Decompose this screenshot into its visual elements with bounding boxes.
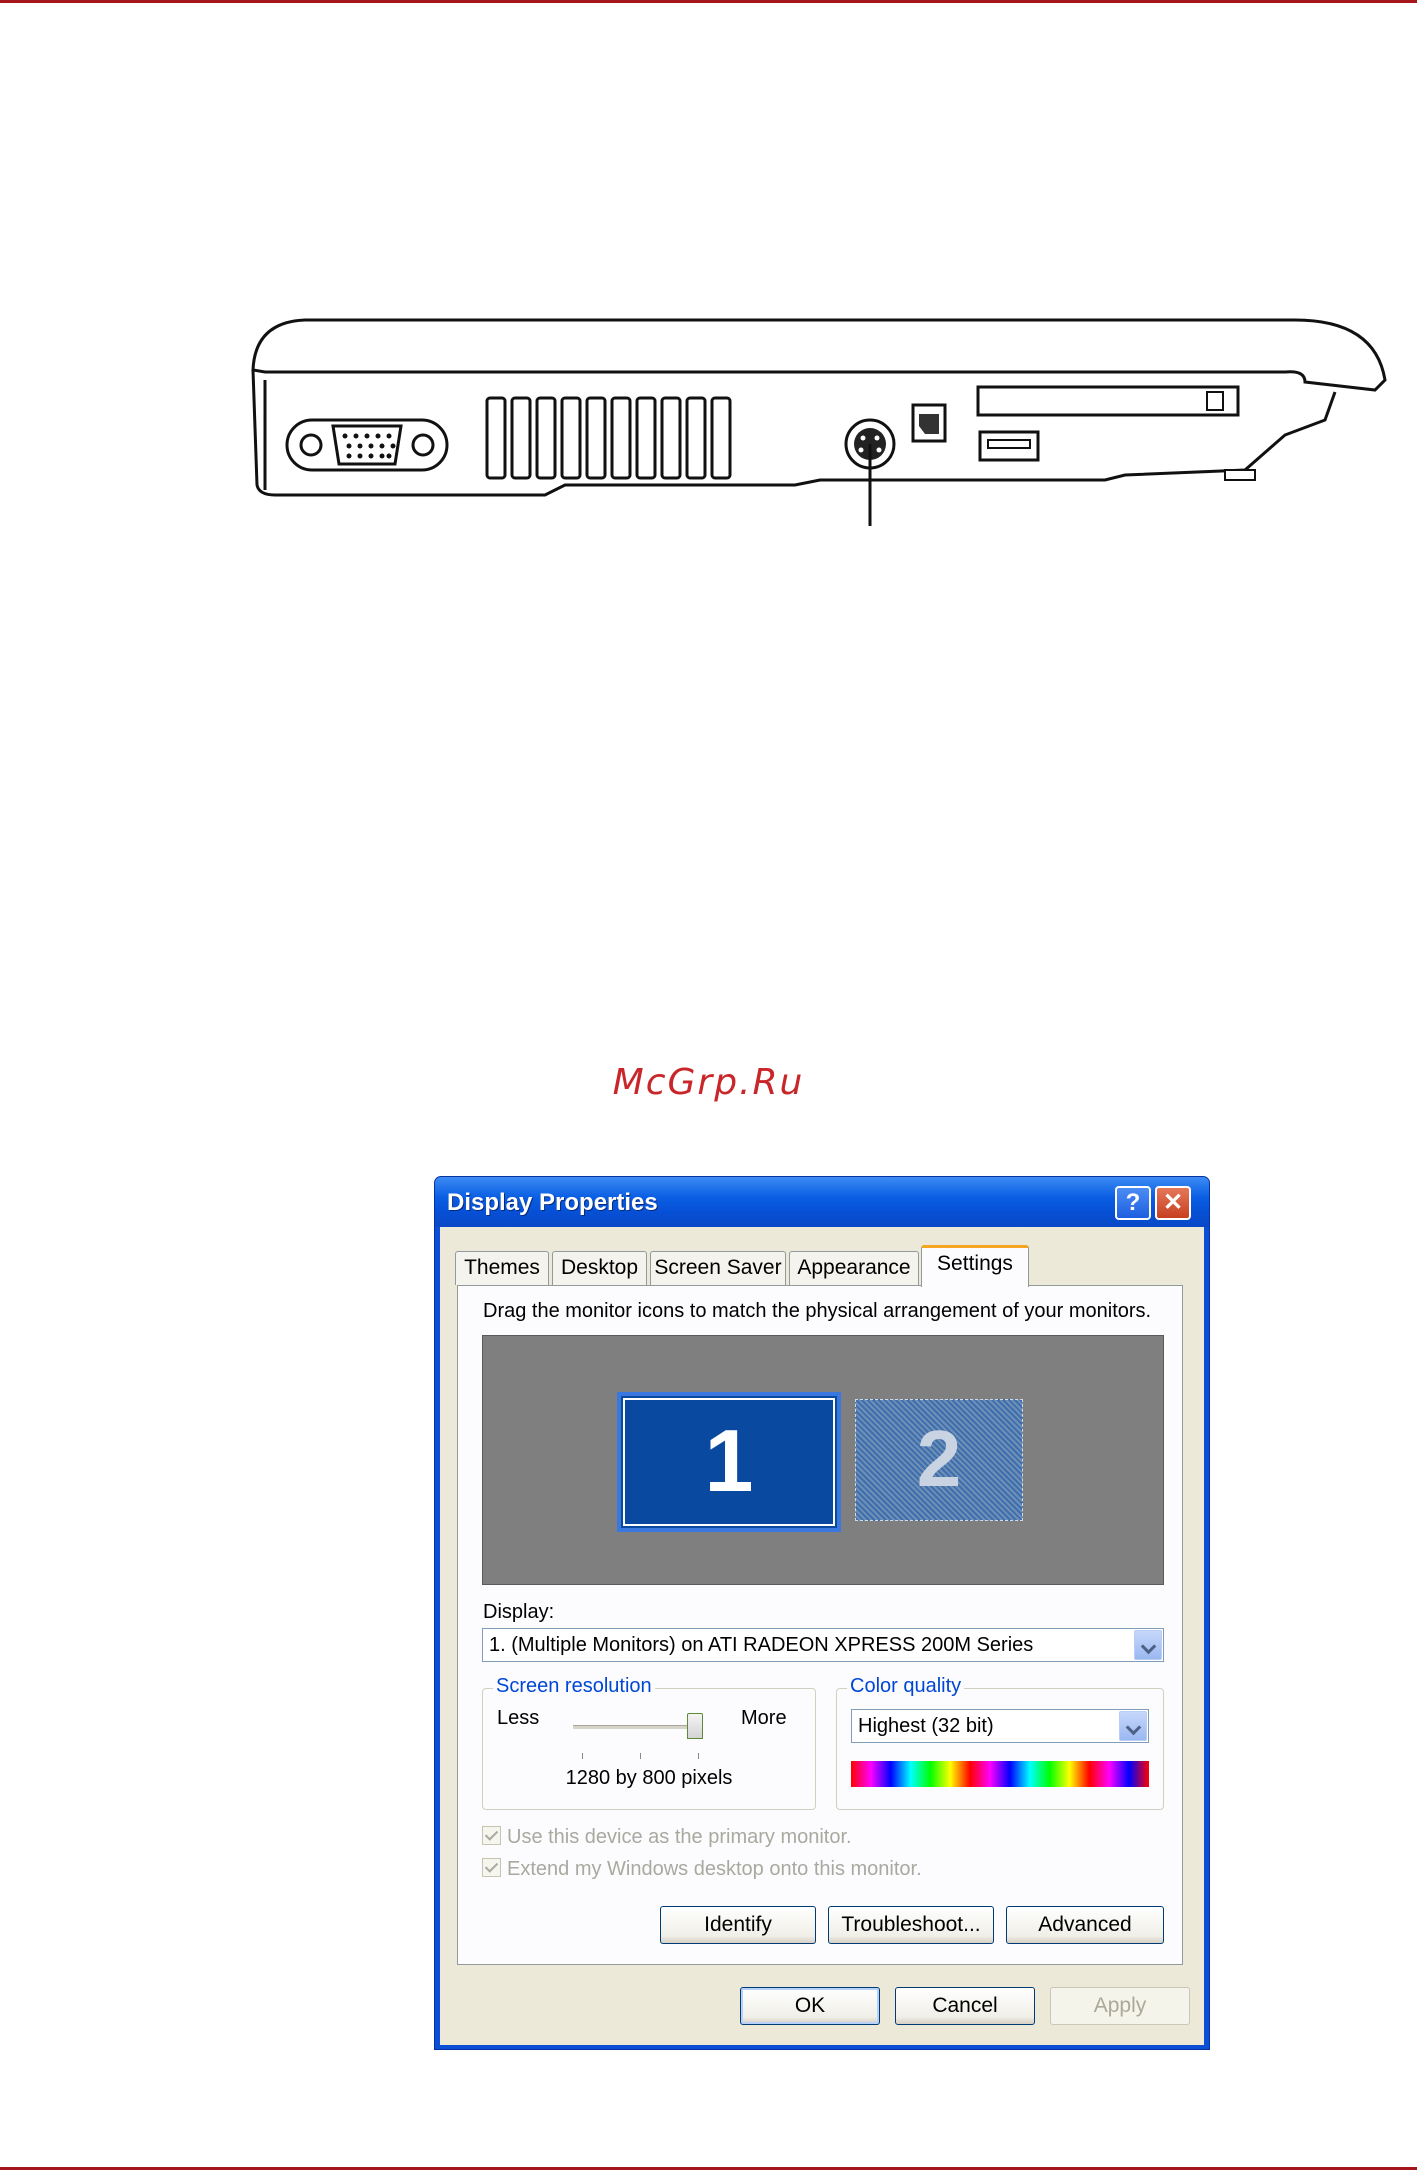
tab-appearance[interactable]: Appearance	[789, 1251, 919, 1285]
s-video-port-icon	[846, 420, 894, 526]
monitor-1-icon[interactable]: 1	[617, 1392, 841, 1532]
resolution-more-label: More	[741, 1707, 787, 1729]
color-spectrum-bar	[851, 1761, 1149, 1787]
color-quality-select[interactable]	[851, 1709, 1149, 1743]
display-select-value: 1. (Multiple Monitors) on ATI RADEON XPRESS 200M Series	[489, 1634, 1034, 1656]
display-select[interactable]	[482, 1628, 1164, 1662]
display-label: Display:	[483, 1601, 555, 1623]
dialog-title: Display Properties	[447, 1189, 658, 1216]
tab-desktop[interactable]: Desktop	[552, 1251, 647, 1285]
screen-resolution-group	[482, 1675, 816, 1810]
vga-port-icon	[287, 420, 447, 470]
slider-tick	[640, 1753, 641, 1759]
settings-panel	[457, 1285, 1183, 1965]
checkbox-check-icon	[482, 1826, 501, 1845]
slider-tick	[698, 1753, 699, 1759]
resolution-slider-thumb[interactable]	[687, 1713, 703, 1739]
pc-card-slot-icon	[978, 387, 1238, 415]
tab-themes[interactable]: Themes	[455, 1251, 549, 1285]
tab-screen-saver[interactable]: Screen Saver	[650, 1251, 786, 1285]
instruction-text: Drag the monitor icons to match the physical arrangement of your monitors.	[483, 1300, 1152, 1322]
ok-button[interactable]: OK	[740, 1987, 880, 2025]
screen-resolution-legend: Screen resolution	[493, 1675, 655, 1698]
extend-desktop-label: Extend my Windows desktop onto this monitor.	[507, 1858, 922, 1880]
cancel-button[interactable]: Cancel	[895, 1987, 1035, 2025]
checkbox-check-icon	[482, 1858, 501, 1877]
troubleshoot-button[interactable]: Troubleshoot...	[828, 1906, 994, 1944]
tab-settings[interactable]: Settings	[921, 1245, 1029, 1287]
watermark: McGrp.Ru	[612, 1062, 805, 1103]
dialog-client-area	[440, 1227, 1204, 2045]
color-quality-legend: Color quality	[847, 1675, 964, 1698]
resolution-less-label: Less	[497, 1707, 540, 1729]
monitor-2-icon[interactable]: 2	[855, 1399, 1023, 1521]
apply-button: Apply	[1050, 1987, 1190, 2025]
vent-grille-icon	[487, 398, 730, 478]
identify-button[interactable]: Identify	[660, 1906, 816, 1944]
top-rule	[0, 0, 1417, 3]
extend-desktop-checkbox[interactable]	[482, 1858, 922, 1881]
monitor-arrangement-area[interactable]	[482, 1335, 1164, 1585]
laptop-foot-icon	[1225, 470, 1255, 480]
primary-monitor-checkbox[interactable]	[482, 1826, 852, 1849]
resolution-slider-track[interactable]	[573, 1725, 703, 1729]
firewire-port-icon	[913, 405, 945, 441]
help-button[interactable]: ?	[1115, 1186, 1151, 1220]
title-bar[interactable]	[435, 1177, 1209, 1227]
color-quality-group	[836, 1675, 1164, 1810]
close-button[interactable]: ✕	[1155, 1186, 1191, 1220]
usb-port-icon	[980, 432, 1038, 460]
laptop-side-illustration	[245, 310, 1395, 530]
resolution-value: 1280 by 800 pixels	[565, 1767, 733, 1789]
chevron-down-icon[interactable]	[1134, 1630, 1162, 1660]
advanced-button[interactable]: Advanced	[1006, 1906, 1164, 1944]
color-quality-value: Highest (32 bit)	[858, 1715, 994, 1737]
bottom-rule	[0, 2167, 1417, 2170]
display-properties-dialog	[434, 1176, 1210, 2050]
chevron-down-icon[interactable]	[1119, 1711, 1147, 1741]
slider-tick	[582, 1753, 583, 1759]
primary-monitor-label: Use this device as the primary monitor.	[507, 1826, 852, 1848]
